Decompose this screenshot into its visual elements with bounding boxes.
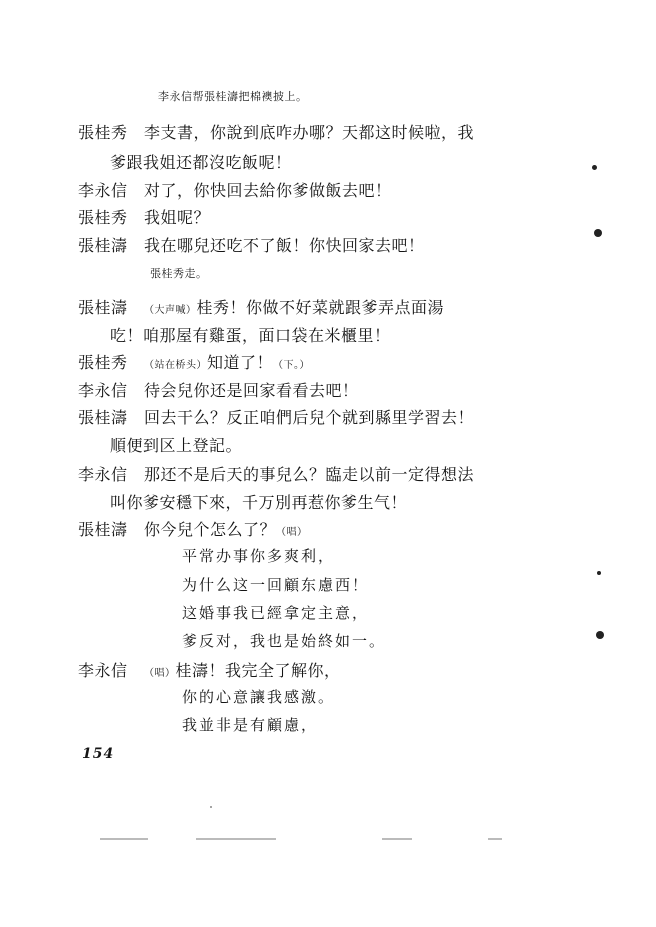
dialogue-line [78, 658, 341, 681]
acting-note: （站在桥头） [144, 360, 207, 371]
dialogue-line [78, 462, 474, 485]
scan-smudge [382, 838, 412, 840]
line-text: 李支書，你說到底咋办哪？天都这时候啦，我 [144, 123, 475, 142]
line-text: 待会兒你还是回家看看去吧！ [144, 381, 359, 400]
dialogue-line [78, 350, 310, 373]
speaker: 張桂濤 [78, 236, 128, 255]
scan-speck [210, 806, 212, 808]
speaker: 張桂濤 [78, 520, 128, 539]
song-line: 为什么这一回顧东慮西！ [182, 576, 370, 594]
acting-note: （大声喊） [144, 305, 197, 316]
dialogue-line [78, 120, 474, 143]
acting-note: （唱） [144, 668, 176, 679]
speaker: 張桂秀 [78, 123, 128, 142]
dialogue-line [78, 378, 359, 401]
dialogue-continuation: 順便到区上登記。 [110, 436, 243, 455]
acting-note: （唱） [276, 527, 308, 538]
dialogue-line [78, 405, 474, 428]
song-line: 平常办事你多爽利， [182, 547, 336, 565]
speaker: 張桂秀 [78, 208, 128, 227]
stage-direction: 張桂秀走。 [150, 267, 208, 280]
speaker: 李永信 [78, 465, 128, 484]
line-text: 桂濤！我完全了解你， [175, 661, 341, 680]
line-text: 那还不是后天的事兒么？臨走以前一定得想法 [144, 465, 475, 484]
speaker: 李永信 [78, 381, 128, 400]
exit-note: （下。） [273, 360, 311, 371]
line-text: 回去干么？反正咱們后兒个就到縣里学習去！ [144, 408, 475, 427]
dialogue-line [78, 233, 425, 256]
dialogue-continuation: 爹跟我姐还都沒吃飯呢！ [110, 153, 292, 172]
scan-smudge [488, 838, 502, 840]
speaker: 李永信 [78, 661, 128, 680]
line-text: 桂秀！你做不好菜就跟爹弄点面湯 [196, 298, 445, 317]
song-line: 爹反对，我也是始終如一。 [182, 632, 387, 650]
dialogue-line [78, 295, 444, 318]
song-line: 我並非是有顧慮， [182, 716, 319, 734]
line-text: 我姐呢？ [144, 208, 211, 227]
page-number: 154 [82, 746, 115, 762]
line-text: 我在哪兒还吃不了飯！你快回家去吧！ [144, 236, 425, 255]
scan-speck [597, 571, 601, 575]
dialogue-line [78, 517, 308, 540]
dialogue-continuation: 吃！咱那屋有雞蛋，面口袋在米櫃里！ [110, 326, 391, 345]
speaker: 張桂濤 [78, 408, 128, 427]
line-text: 知道了！ [207, 353, 274, 372]
dialogue-continuation: 叫你爹安穩下來，千万別再惹你爹生气！ [110, 493, 408, 512]
scan-speck [596, 631, 604, 639]
scan-speck [592, 165, 597, 170]
dialogue-line [78, 205, 210, 228]
scan-smudge [196, 838, 276, 840]
song-line: 你的心意讓我感激。 [182, 688, 336, 706]
speaker: 張桂濤 [78, 298, 128, 317]
dialogue-line [78, 178, 392, 201]
line-text: 你今兒个怎么了？ [144, 520, 277, 539]
stage-direction: 李永信帮張桂濤把棉襖披上。 [158, 90, 308, 103]
song-line: 这婚事我已經拿定主意， [182, 604, 370, 622]
speaker: 李永信 [78, 181, 128, 200]
scan-smudge [100, 838, 148, 840]
speaker: 張桂秀 [78, 353, 128, 372]
line-text: 对了，你快回去給你爹做飯去吧！ [144, 181, 392, 200]
scan-speck [594, 229, 602, 237]
